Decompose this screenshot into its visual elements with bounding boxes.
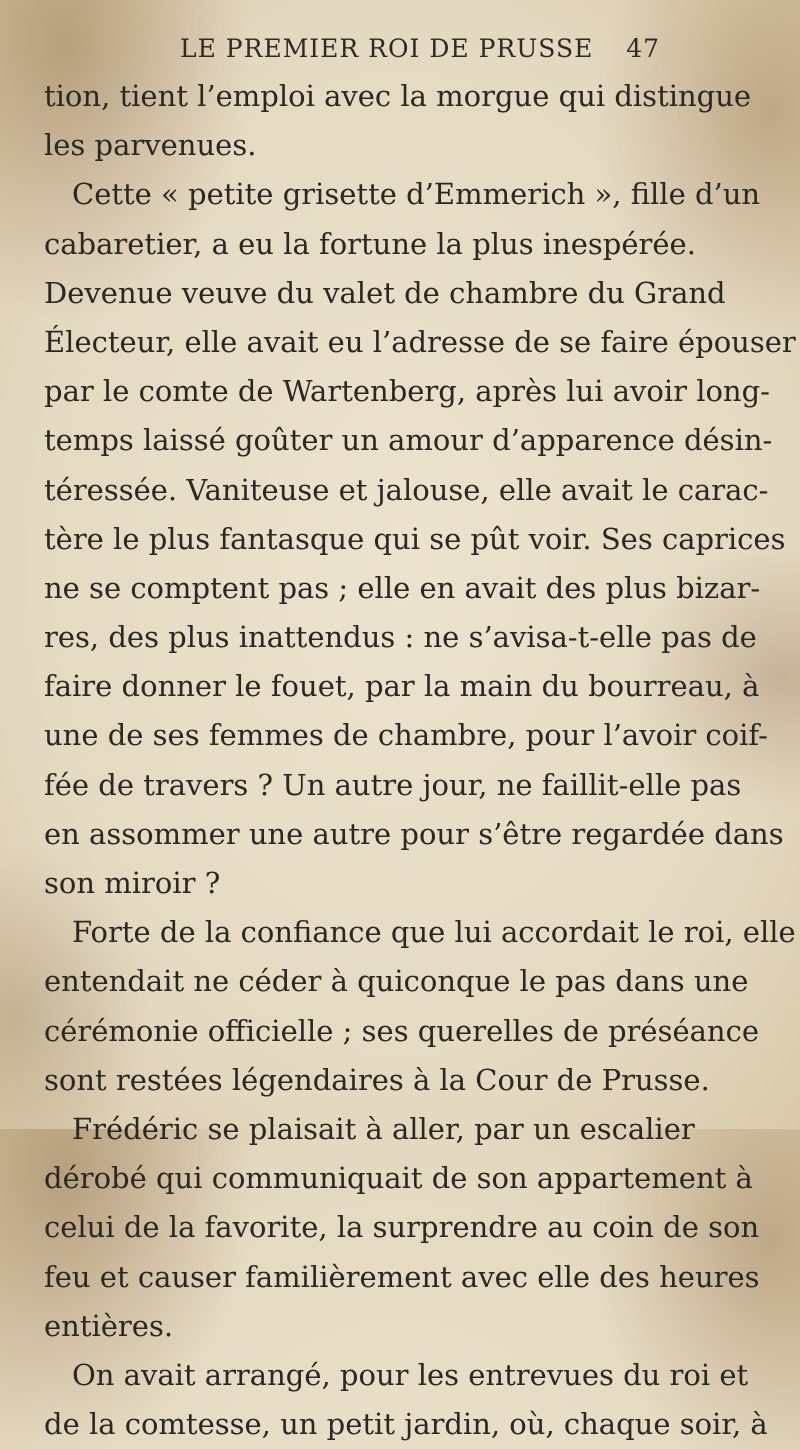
text-line: celui de la favorite, la surprendre au coin de son	[44, 1210, 760, 1245]
text-line: par le comte de Wartenberg, après lui avoir long-	[44, 374, 770, 409]
text-line: faire donner le fouet, par la main du bourreau, à	[44, 669, 760, 704]
body-text	[44, 72, 796, 1449]
text-line: feu et causer familièrement avec elle des heures	[44, 1259, 760, 1294]
text-line: cérémonie officielle ; ses querelles de préséance	[44, 1013, 759, 1048]
text-line: entendait ne céder à quiconque le pas dans une	[44, 964, 749, 999]
running-title: LE PREMIER ROI DE PRUSSE	[180, 34, 594, 63]
text-line: de la comtesse, un petit jardin, où, chaque soir, à	[44, 1407, 768, 1442]
text-line: Frédéric se plaisait à aller, par un escalier	[72, 1111, 695, 1146]
text-line: une de ses femmes de chambre, pour l’avoir coif-	[44, 718, 768, 753]
running-head	[180, 34, 660, 74]
text-line: entières.	[44, 1308, 174, 1343]
text-line: Électeur, elle avait eu l’adresse de se faire épouser	[44, 324, 796, 359]
text-line: ne se comptent pas ; elle en avait des plus bizar-	[44, 570, 761, 605]
text-line: téressée. Vaniteuse et jalouse, elle avait le carac-	[44, 472, 769, 507]
text-line: On avait arrangé, pour les entrevues du roi et	[72, 1357, 749, 1392]
text-line: tère le plus fantasque qui se pût voir. Ses caprices	[44, 521, 786, 556]
text-line: tion, tient l’emploi avec la morgue qui distingue	[44, 79, 752, 113]
text-line: Cette « petite grisette d’Emmerich », fille d’un	[72, 177, 761, 212]
text-line: en assommer une autre pour s’être regardée dans	[44, 816, 784, 851]
text-line: Forte de la confiance que lui accordait le roi, elle	[72, 915, 796, 950]
text-line: fée de travers ? Un autre jour, ne faillit-elle pas	[44, 767, 742, 802]
text-line: sont restées légendaires à la Cour de Prusse.	[44, 1062, 710, 1097]
text-line: cabaretier, a eu la fortune la plus inespérée.	[44, 226, 696, 261]
text-line: les parvenues.	[44, 128, 257, 163]
page-number: 47	[626, 34, 660, 63]
text-line: temps laissé goûter un amour d’apparence désin-	[44, 423, 773, 458]
text-line: Devenue veuve du valet de chambre du Grand	[44, 275, 726, 310]
text-line: res, des plus inattendus : ne s’avisa-t-elle pas de	[44, 620, 757, 655]
text-line: son miroir ?	[44, 866, 221, 900]
text-line: dérobé qui communiquait de son appartement à	[44, 1161, 753, 1196]
